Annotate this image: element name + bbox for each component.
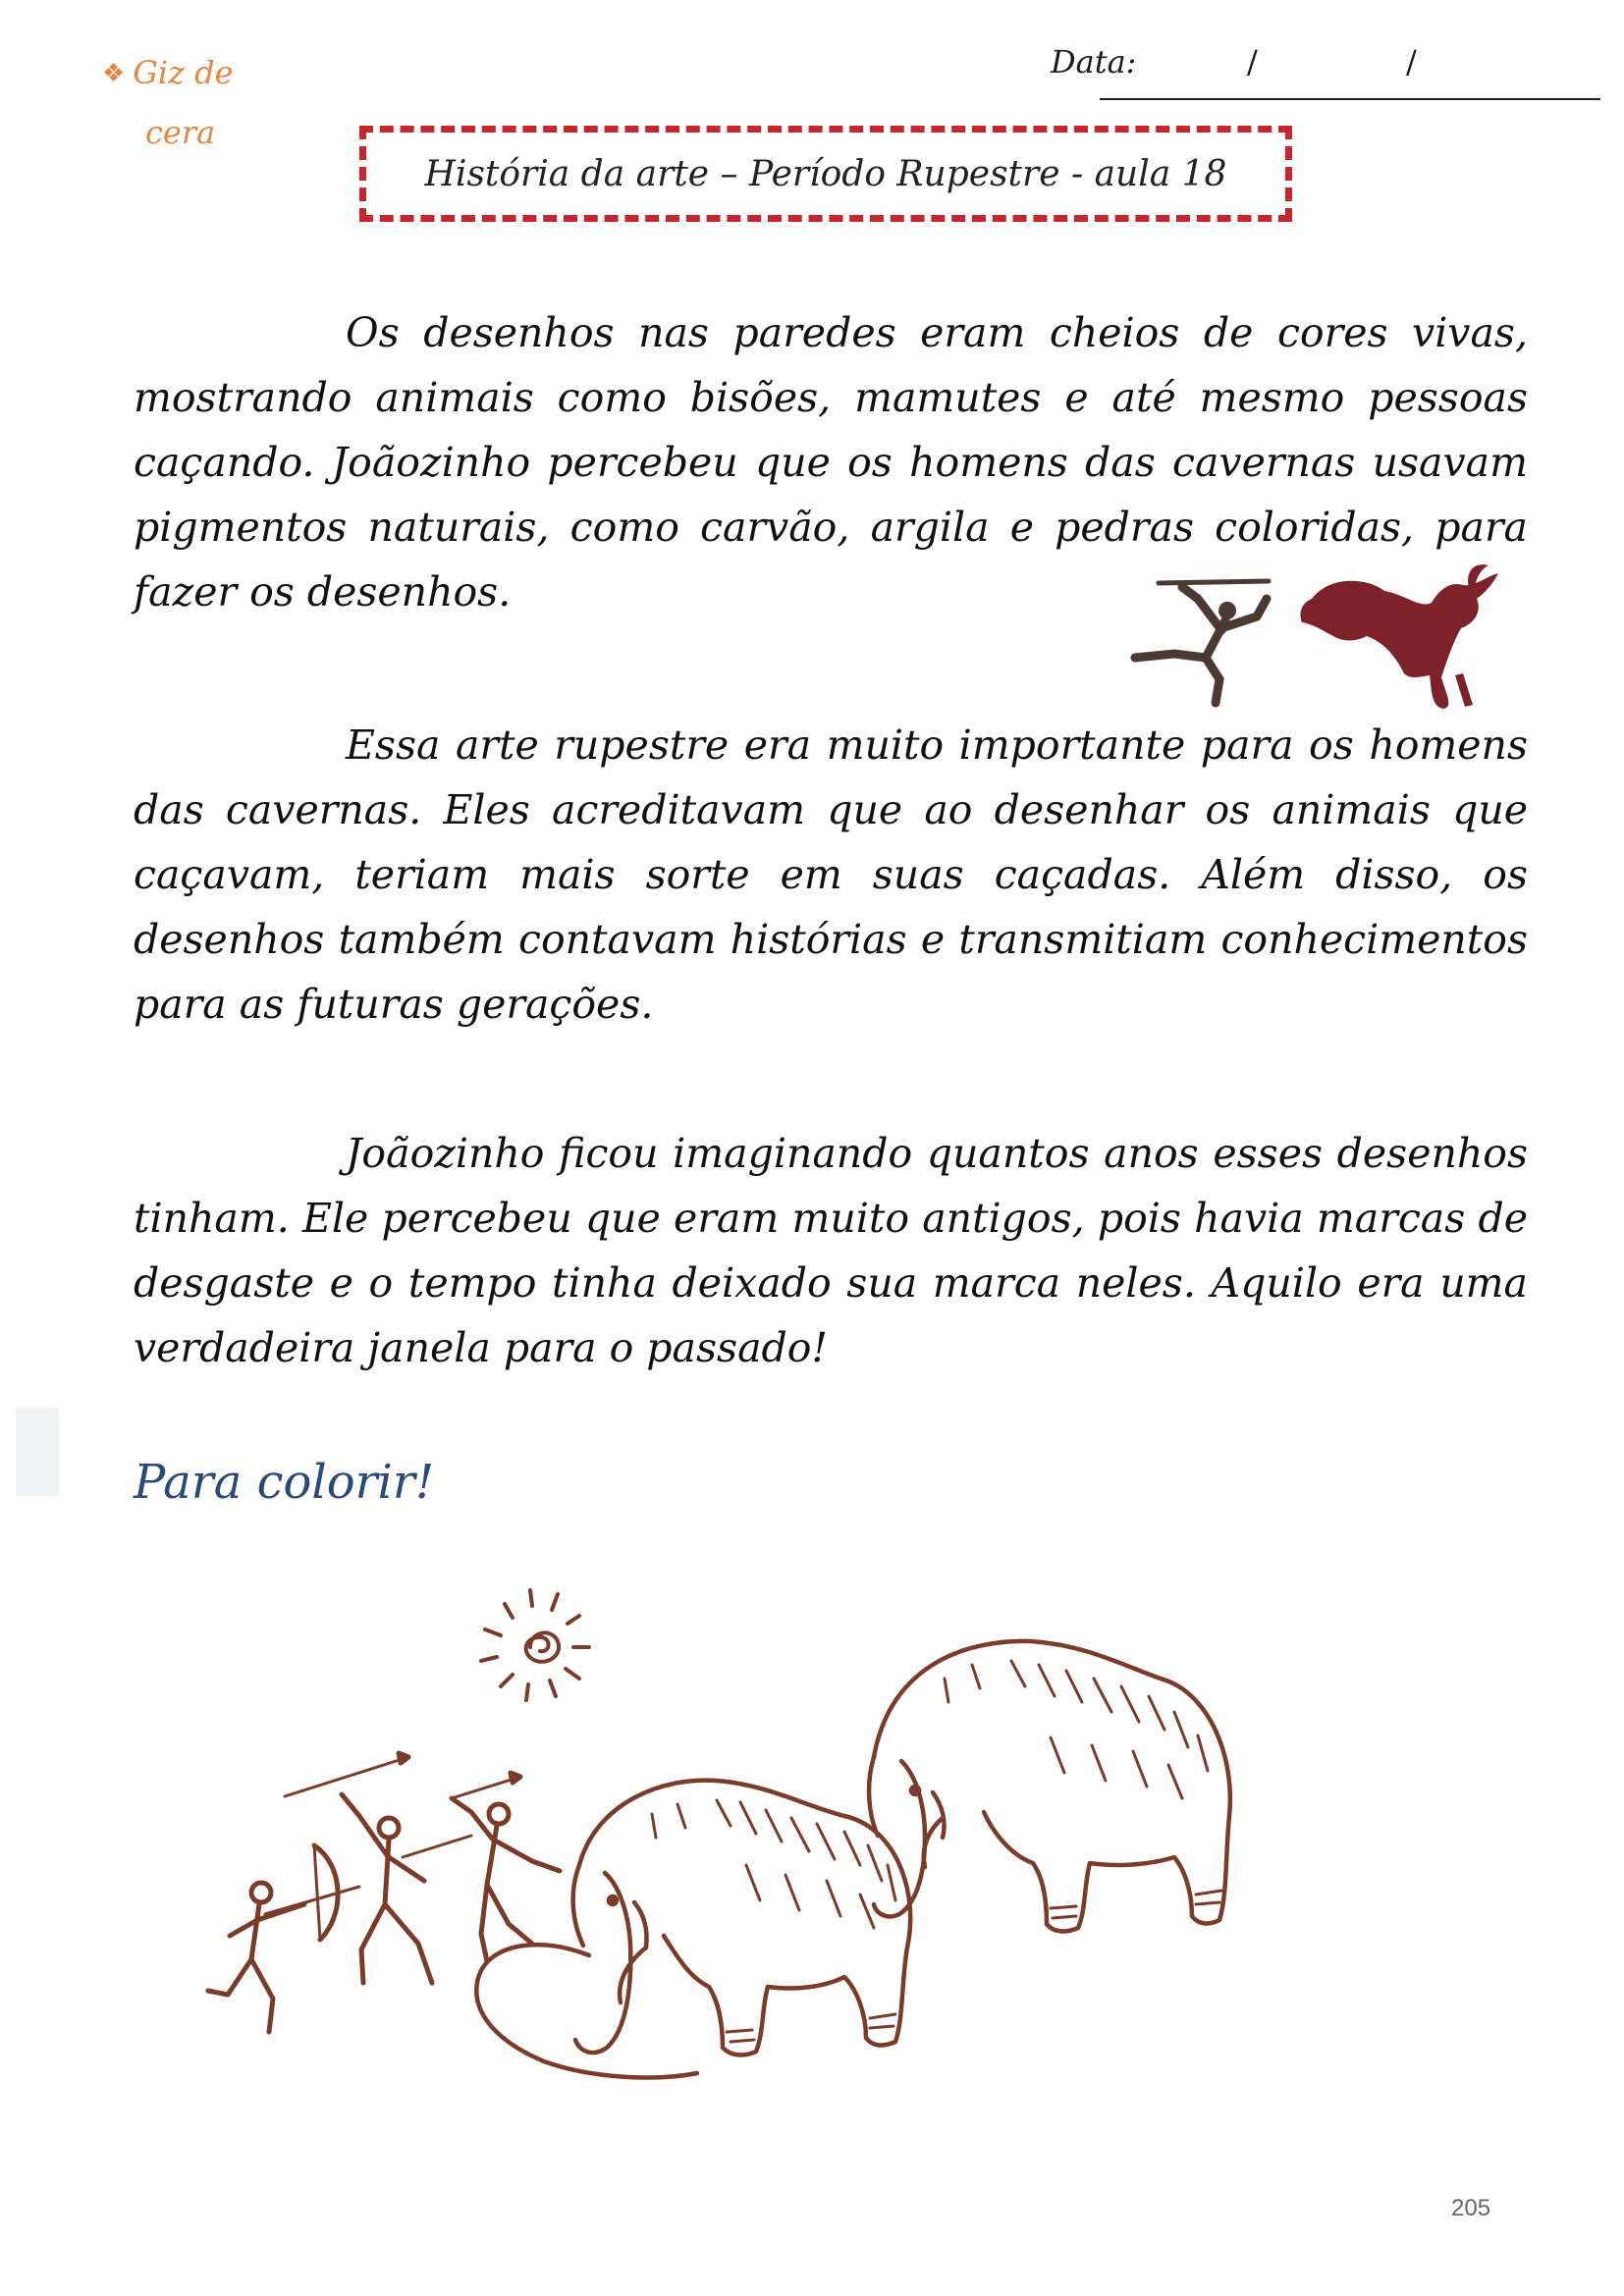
date-field (1051, 39, 1600, 100)
mammoth-back-icon (869, 1641, 1230, 1932)
hunters-with-spears-icon (208, 1753, 560, 2032)
hunter-and-bull-illustration (1119, 560, 1512, 717)
running-hunter-icon (1135, 581, 1269, 703)
page-number: 205 (1451, 2195, 1491, 2221)
coloring-heading: Para colorir! (134, 1455, 435, 1510)
sun-icon (481, 1590, 589, 1700)
paragraph-1: Os desenhos nas paredes eram cheios de cores vivas, mostrando animais como bisões, mamutes e até mesmo pessoas caçando. Joãozinho percebeu que os homens das cavernas usavam pigmentos naturais, como carvão, argila e pedras coloridas, para fazer os desenhos. (134, 309, 1528, 615)
mammoth-front-icon (476, 1781, 910, 2078)
lesson-title: História da arte – Período Rupestre - aula 18 (424, 153, 1227, 194)
paragraph-2: Essa arte rupestre era muito importante para os homens das cavernas. Eles acreditavam que ao desenhar os animais que caçavam, teriam mais sorte em suas caçadas. Além disso, os desenhos também contavam histórias e transmitiam conhecimentos para as futuras gerações. (134, 721, 1528, 1028)
side-tab (16, 1408, 59, 1496)
date-label: Data: (1051, 43, 1137, 80)
paragraph-3: Joãozinho ficou imaginando quantos anos esses desenhos tinham. Ele percebeu que eram muito antigos, pois havia marcas de desgaste e o tempo tinha deixado sua marca neles. Aquilo era uma verdadeira janela para o passado! (134, 1130, 1528, 1371)
lesson-title-box (359, 126, 1292, 222)
giz-de-cera-logo: ❖ Giz de cera (102, 54, 234, 151)
date-slash-2: / (1406, 43, 1417, 80)
date-slash-1: / (1247, 43, 1258, 80)
diamond-bullet-icon: ❖ (102, 59, 126, 88)
bull-icon (1300, 564, 1498, 709)
cave-art-coloring-illustration (167, 1571, 1542, 2179)
date-underline (1100, 98, 1600, 100)
